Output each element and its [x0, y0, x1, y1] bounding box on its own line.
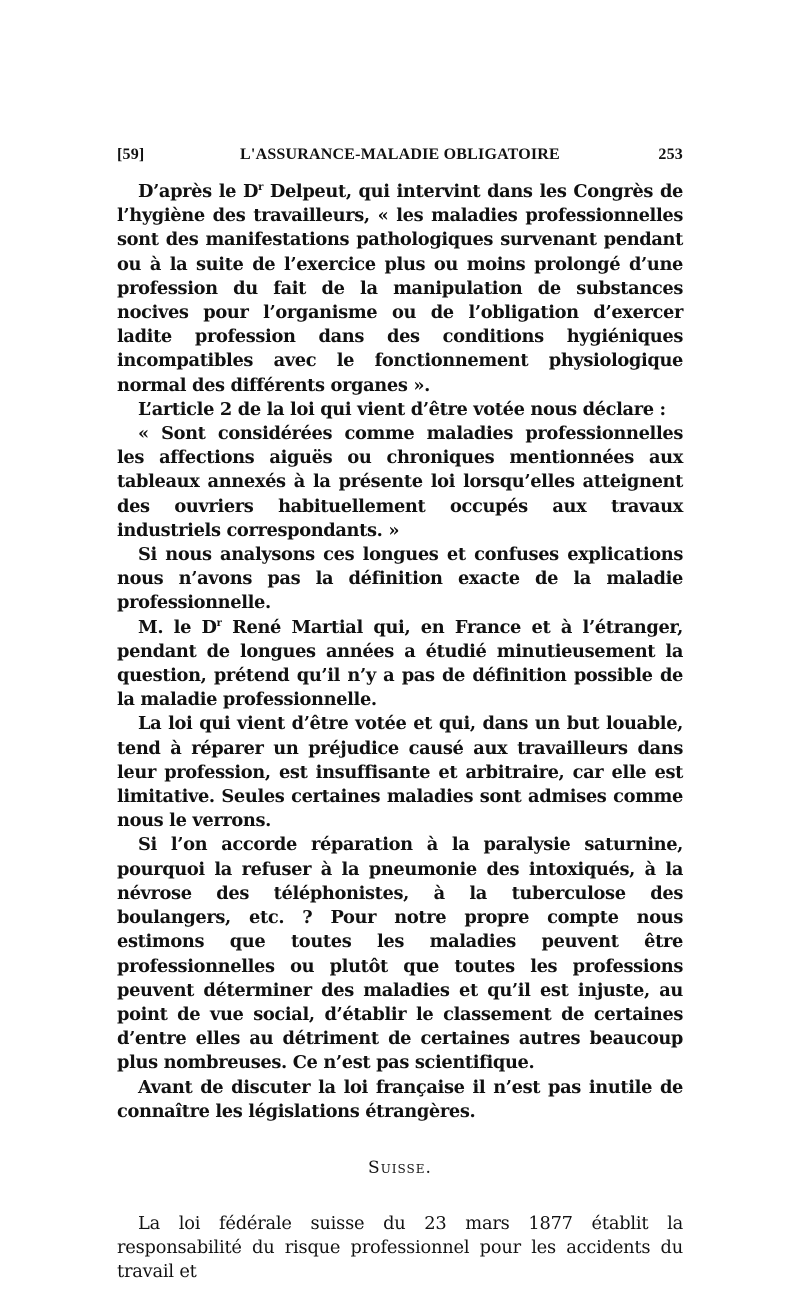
paragraph: « Sont considérées comme maladies professionnelles les affections aiguës ou chroniques mentionnées aux tableaux annexés à la présente loi lorsqu’elles atteignent des ouvriers habituellement occupés aux travaux industriels correspondants. » [117, 423, 683, 541]
running-title: L'ASSURANCE-MALADIE OBLIGATOIRE [240, 146, 560, 163]
paragraph: Si nous analysons ces longues et confuses explications nous n’avons pas la définition exacte de la maladie professionnelle. [117, 544, 683, 614]
paragraph: M. le $D^r$ René Martial qui, en France et à l’étranger, pendant de longues années a étudié minutieusement la question, prétend qu’il n’y a pas de définition possible de la maladie professionnelle. [117, 616, 683, 711]
page-header [117, 146, 683, 170]
body-text [117, 180, 683, 1124]
paragraph: D’après le $D^r$ Delpeut, qui intervint dans les Congrès de l’hygiène des travailleurs, « les maladies professionnelles sont des manifestations pathologiques survenant pendant ou à la suite de l’exercice plus ou moins prolongé d’une profession du fait de la manipulation de substances nocives pour l’organisme ou de l’obligation d’exercer ladite profession dans des conditions hygiéniques incompatibles avec le fonctionnement physiologique normal des différents organes ». [117, 181, 683, 396]
paragraph: Avant de discuter la loi française il n’est pas inutile de connaître les législations étrangères. [117, 1076, 683, 1122]
paragraph: La loi fédérale suisse du 23 mars 1877 établit la responsabilité du risque professionnel pour les accidents du travail et [117, 1212, 683, 1283]
page-reference: [59] [117, 146, 145, 163]
paragraph: L’article 2 de la loi qui vient d’être votée nous déclare : [138, 398, 666, 420]
page-number: 253 [658, 146, 683, 163]
section-body [117, 1212, 683, 1285]
book-page [117, 146, 683, 1285]
paragraph: Si l’on accorde réparation à la paralysie saturnine, pourquoi la refuser à la pneumonie des intoxiqués, à la névrose des téléphonistes, à la tuberculose des boulangers, etc. ? Pour notre propre compte nous estimons que toutes les maladies peuvent être professionnelles ou plutôt que toutes les professions peuvent déterminer des maladies et qu’il est injuste, au point de vue social, d’établir le classement de certaines d’entre elles au détriment de certaines autres beaucoup plus nombreuses. Ce n’est pas scientifique. [117, 834, 683, 1074]
paragraph: La loi qui vient d’être votée et qui, dans un but louable, tend à réparer un préjudice causé aux travailleurs dans leur profession, est insuffisante et arbitraire, car elle est limitative. Seules certaines maladies sont admises comme nous le verrons. [117, 713, 683, 832]
section-heading: Suisse. [368, 1157, 432, 1178]
